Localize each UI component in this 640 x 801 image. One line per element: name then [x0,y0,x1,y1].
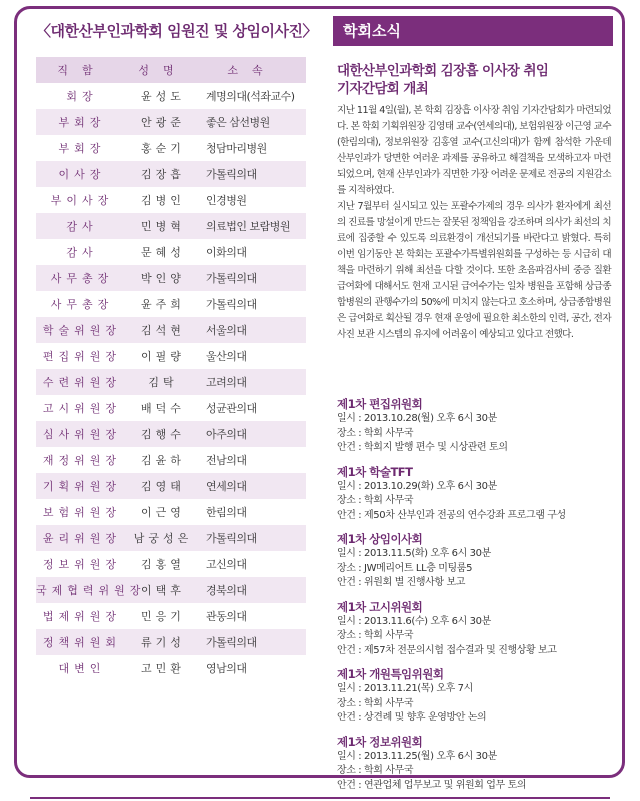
officer-title: 사무총장 [50,298,114,311]
meeting-title: 제1차 개원특임위원회 [337,667,444,681]
news-title-line1: 대한산부인과학회 김장흡 이사장 취임 [337,63,549,79]
meeting-detail: 일시 : 2013.11.6(수) 오후 6시 30분 [337,615,491,627]
officer-row [36,655,306,681]
officer-row [36,603,306,629]
officer-title: 심사위원장 [42,428,122,441]
officer-affiliation: 관동의대 [206,610,247,623]
officer-affiliation: 서울의대 [206,324,247,337]
officer-title: 감사 [66,246,98,259]
header-affiliation: 소속 [227,64,277,77]
officer-title: 감사 [66,220,98,233]
officers-table-header [36,57,306,83]
header-title: 직함 [57,64,107,77]
meeting-title: 제1차 편집위원회 [337,397,423,411]
officers-title: 〈대한산부인과학회 임원진 및 상임이사진〉 [36,22,317,40]
officer-affiliation: 가톨릭의대 [206,168,257,181]
officers-table [36,57,306,681]
officer-title: 수련위원장 [42,376,122,389]
meeting-title: 제1차 학술TFT [337,464,413,479]
meeting-title: 제1차 정보위원회 [337,734,423,749]
officer-row [36,499,306,525]
officer-name: 이택후 [141,584,185,597]
officer-affiliation: 가톨릭의대 [206,272,257,285]
officer-name: 박인양 [141,272,185,285]
news-paragraph: 지난 11월 4일(월), 본 학회 김장흡 이사장 취임 기자간담회가 마련되었다. 본 학회 기획위원장 김영태 교수(연세의대), 보험위원장 이근영 교수(한림의대), 정보위원장 김홍열 교수(고신의대)가 함께 참석한 가운데 산부인과가 당면한 여러운 과제를 공유하고 해결책을 모색하고자 마련되었으며, 현재 산부인과가 직면한 가장 어려운 문제로 전공의 지원감소를 지적하였다. [337,105,611,196]
officer-row [36,161,306,187]
officer-affiliation: 이화의대 [206,246,247,259]
meeting-detail: 장소 : 학회 사무국 [337,427,414,439]
news-article-body [337,103,611,343]
officer-affiliation: 좋은 삼선병원 [206,116,270,129]
officer-row [36,343,306,369]
officer-row [36,291,306,317]
meeting-title: 제1차 고시위원회 [337,599,423,614]
officer-affiliation: 청담마리병원 [206,142,267,155]
officer-row [36,135,306,161]
officer-name: 윤성도 [141,90,185,103]
officer-name: 김윤하 [141,454,185,467]
meeting-detail: 안건 : 제50차 산부인과 전공의 연수강좌 프로그램 구성 [337,509,566,521]
meeting-detail: 장소 : JW메리어트 LL층 미팅룸5 [337,562,473,574]
meeting-item [337,599,611,659]
officer-row [36,213,306,239]
officer-affiliation: 가톨릭의대 [206,532,257,545]
meeting-detail: 장소 : 학회 사무국 [337,495,414,506]
meeting-detail: 장소 : 학회 사무국 [337,697,414,709]
officer-title: 부이사장 [50,194,114,207]
officer-name: 문혜성 [141,246,185,259]
officer-title: 재정위원장 [42,454,122,467]
officer-row [36,317,306,343]
officer-name: 이근영 [141,506,185,519]
officer-affiliation: 계명의대(석좌교수) [206,90,295,103]
officer-row [36,473,306,499]
officer-row [36,369,306,395]
officer-affiliation: 연세의대 [206,480,247,493]
officer-title: 이사장 [58,168,106,181]
officer-title: 부회장 [58,116,106,129]
meeting-detail: 안건 : 연관업체 업무보고 및 위원회 업무 토의 [337,779,527,791]
officer-name: 김장흡 [141,168,185,181]
officer-affiliation: 고신의대 [206,558,247,571]
meeting-item [337,464,611,524]
meeting-item [337,734,611,794]
officer-title: 정책위원회 [42,636,122,649]
officer-title: 부회장 [58,142,106,155]
officer-name: 남궁성은 [133,532,193,545]
officer-affiliation: 영남의대 [206,662,247,675]
officer-name: 류기성 [141,636,185,649]
officer-name: 김석현 [141,324,185,337]
officer-affiliation: 인경병원 [206,194,247,207]
officer-name: 김홍열 [141,558,185,571]
news-article-title [337,62,607,98]
officer-name: 홍순기 [141,142,185,155]
officer-title: 기획위원장 [42,480,122,493]
meeting-detail: 장소 : 학회 사무국 [337,630,414,641]
officer-title: 윤리위원장 [42,532,122,545]
officer-affiliation: 울산의대 [206,350,247,363]
officer-title: 학술위원장 [42,324,122,337]
officer-name: 안광준 [141,116,185,129]
officer-name: 배덕수 [141,402,185,415]
officer-row [36,239,306,265]
meeting-detail: 안건 : 제57차 전문의시험 접수결과 및 진행상황 보고 [337,644,557,656]
officer-name: 민응기 [141,610,185,623]
officer-affiliation: 가톨릭의대 [206,636,257,649]
officer-title: 사무총장 [50,272,114,285]
bottom-divider [30,797,610,799]
officer-affiliation: 고려의대 [206,376,247,389]
officers-table-body [36,83,306,681]
news-paragraph: 지난 7월부터 실시되고 있는 포괄수가제의 경우 의사가 환자에게 최선의 진료를 망설이게 만드는 잘못된 정책임을 강조하며 의사가 최선의 치료에 집중할 수 있도록 의료환경이 개선되기를 바란다고 밝혔다. 특히 이번 임기동안 본 학회는 포괄수가특별위원회를 구성하는 등 시급히 대책을 마련하기 위해 최선을 다할 것이다. 또한 초음파검사비 중증 질환 급여화에 대해서도 현재 고시된 급여수가는 일차 병원을 포함해 상급종합병원의 관행수가의 50%에 미치지 않는다고 호소하며, 상급종합병원은 급여화로 획산될 경우 현재 운영에 필요한 최소한의 인력, 공간, 전자사진 보관 시스템의 유지에 어려움이 예상되고 있다고 전했다. [337,201,611,340]
officer-affiliation: 전남의대 [206,454,247,467]
meeting-detail: 일시 : 2013.10.29(화) 오후 6시 30분 [337,480,497,492]
meeting-list [337,396,611,801]
officer-name: 윤주희 [141,298,185,311]
officer-name: 김행수 [141,428,185,441]
officer-row [36,421,306,447]
officer-row [36,551,306,577]
meeting-detail: 안건 : 위원회 별 진행사항 보고 [337,577,465,588]
officer-title: 국제협력위원장 [36,584,146,597]
meeting-detail: 장소 : 학회 사무국 [337,765,414,776]
officer-affiliation: 경북의대 [206,584,247,597]
meeting-title: 제1차 상임이사회 [337,532,423,546]
officer-row [36,395,306,421]
officer-affiliation: 의료법인 보람병원 [206,220,291,233]
officer-row [36,83,306,109]
officer-title: 편집위원장 [42,350,122,363]
officer-row [36,265,306,291]
officer-row [36,525,306,551]
officer-row [36,109,306,135]
meeting-detail: 일시 : 2013.11.25(월) 오후 6시 30분 [337,750,497,762]
meeting-detail: 안건 : 학회지 발행 편수 및 시상관련 토의 [337,442,508,453]
officer-row [36,577,306,603]
officer-name: 민병혁 [141,220,185,233]
meeting-detail: 일시 : 2013.10.28(월) 오후 6시 30분 [337,413,497,424]
officer-title: 회장 [66,90,98,103]
officer-affiliation: 아주의대 [206,428,247,441]
officer-name: 김탁 [148,376,178,389]
meeting-detail: 일시 : 2013.11.5(화) 오후 6시 30분 [337,548,491,559]
officer-title: 고시위원장 [42,402,122,415]
officer-row [36,187,306,213]
header-name: 성명 [138,64,188,77]
news-section-header: 학회소식 [333,16,613,46]
meeting-detail: 일시 : 2013.11.21(목) 오후 7시 [337,683,473,694]
meeting-item [337,396,611,456]
officer-title: 법제위원장 [42,610,122,623]
officer-title: 대변인 [58,662,106,675]
officer-name: 김병인 [141,194,185,207]
officer-name: 김영태 [141,480,185,493]
officer-affiliation: 가톨릭의대 [206,298,257,311]
officer-row [36,629,306,655]
officer-row [36,447,306,473]
meeting-item [337,666,611,726]
officer-name: 고민환 [141,662,185,675]
meeting-item [337,531,611,591]
officer-title: 보험위원장 [42,506,122,519]
officer-title: 정보위원장 [42,558,122,571]
officer-affiliation: 한림의대 [206,506,247,519]
officer-affiliation: 성균관의대 [206,402,257,415]
officer-name: 이필량 [141,350,185,363]
news-title-line2: 기자간담회 개최 [337,81,429,97]
meeting-detail: 안건 : 상견례 및 향후 운영방안 논의 [337,712,487,723]
